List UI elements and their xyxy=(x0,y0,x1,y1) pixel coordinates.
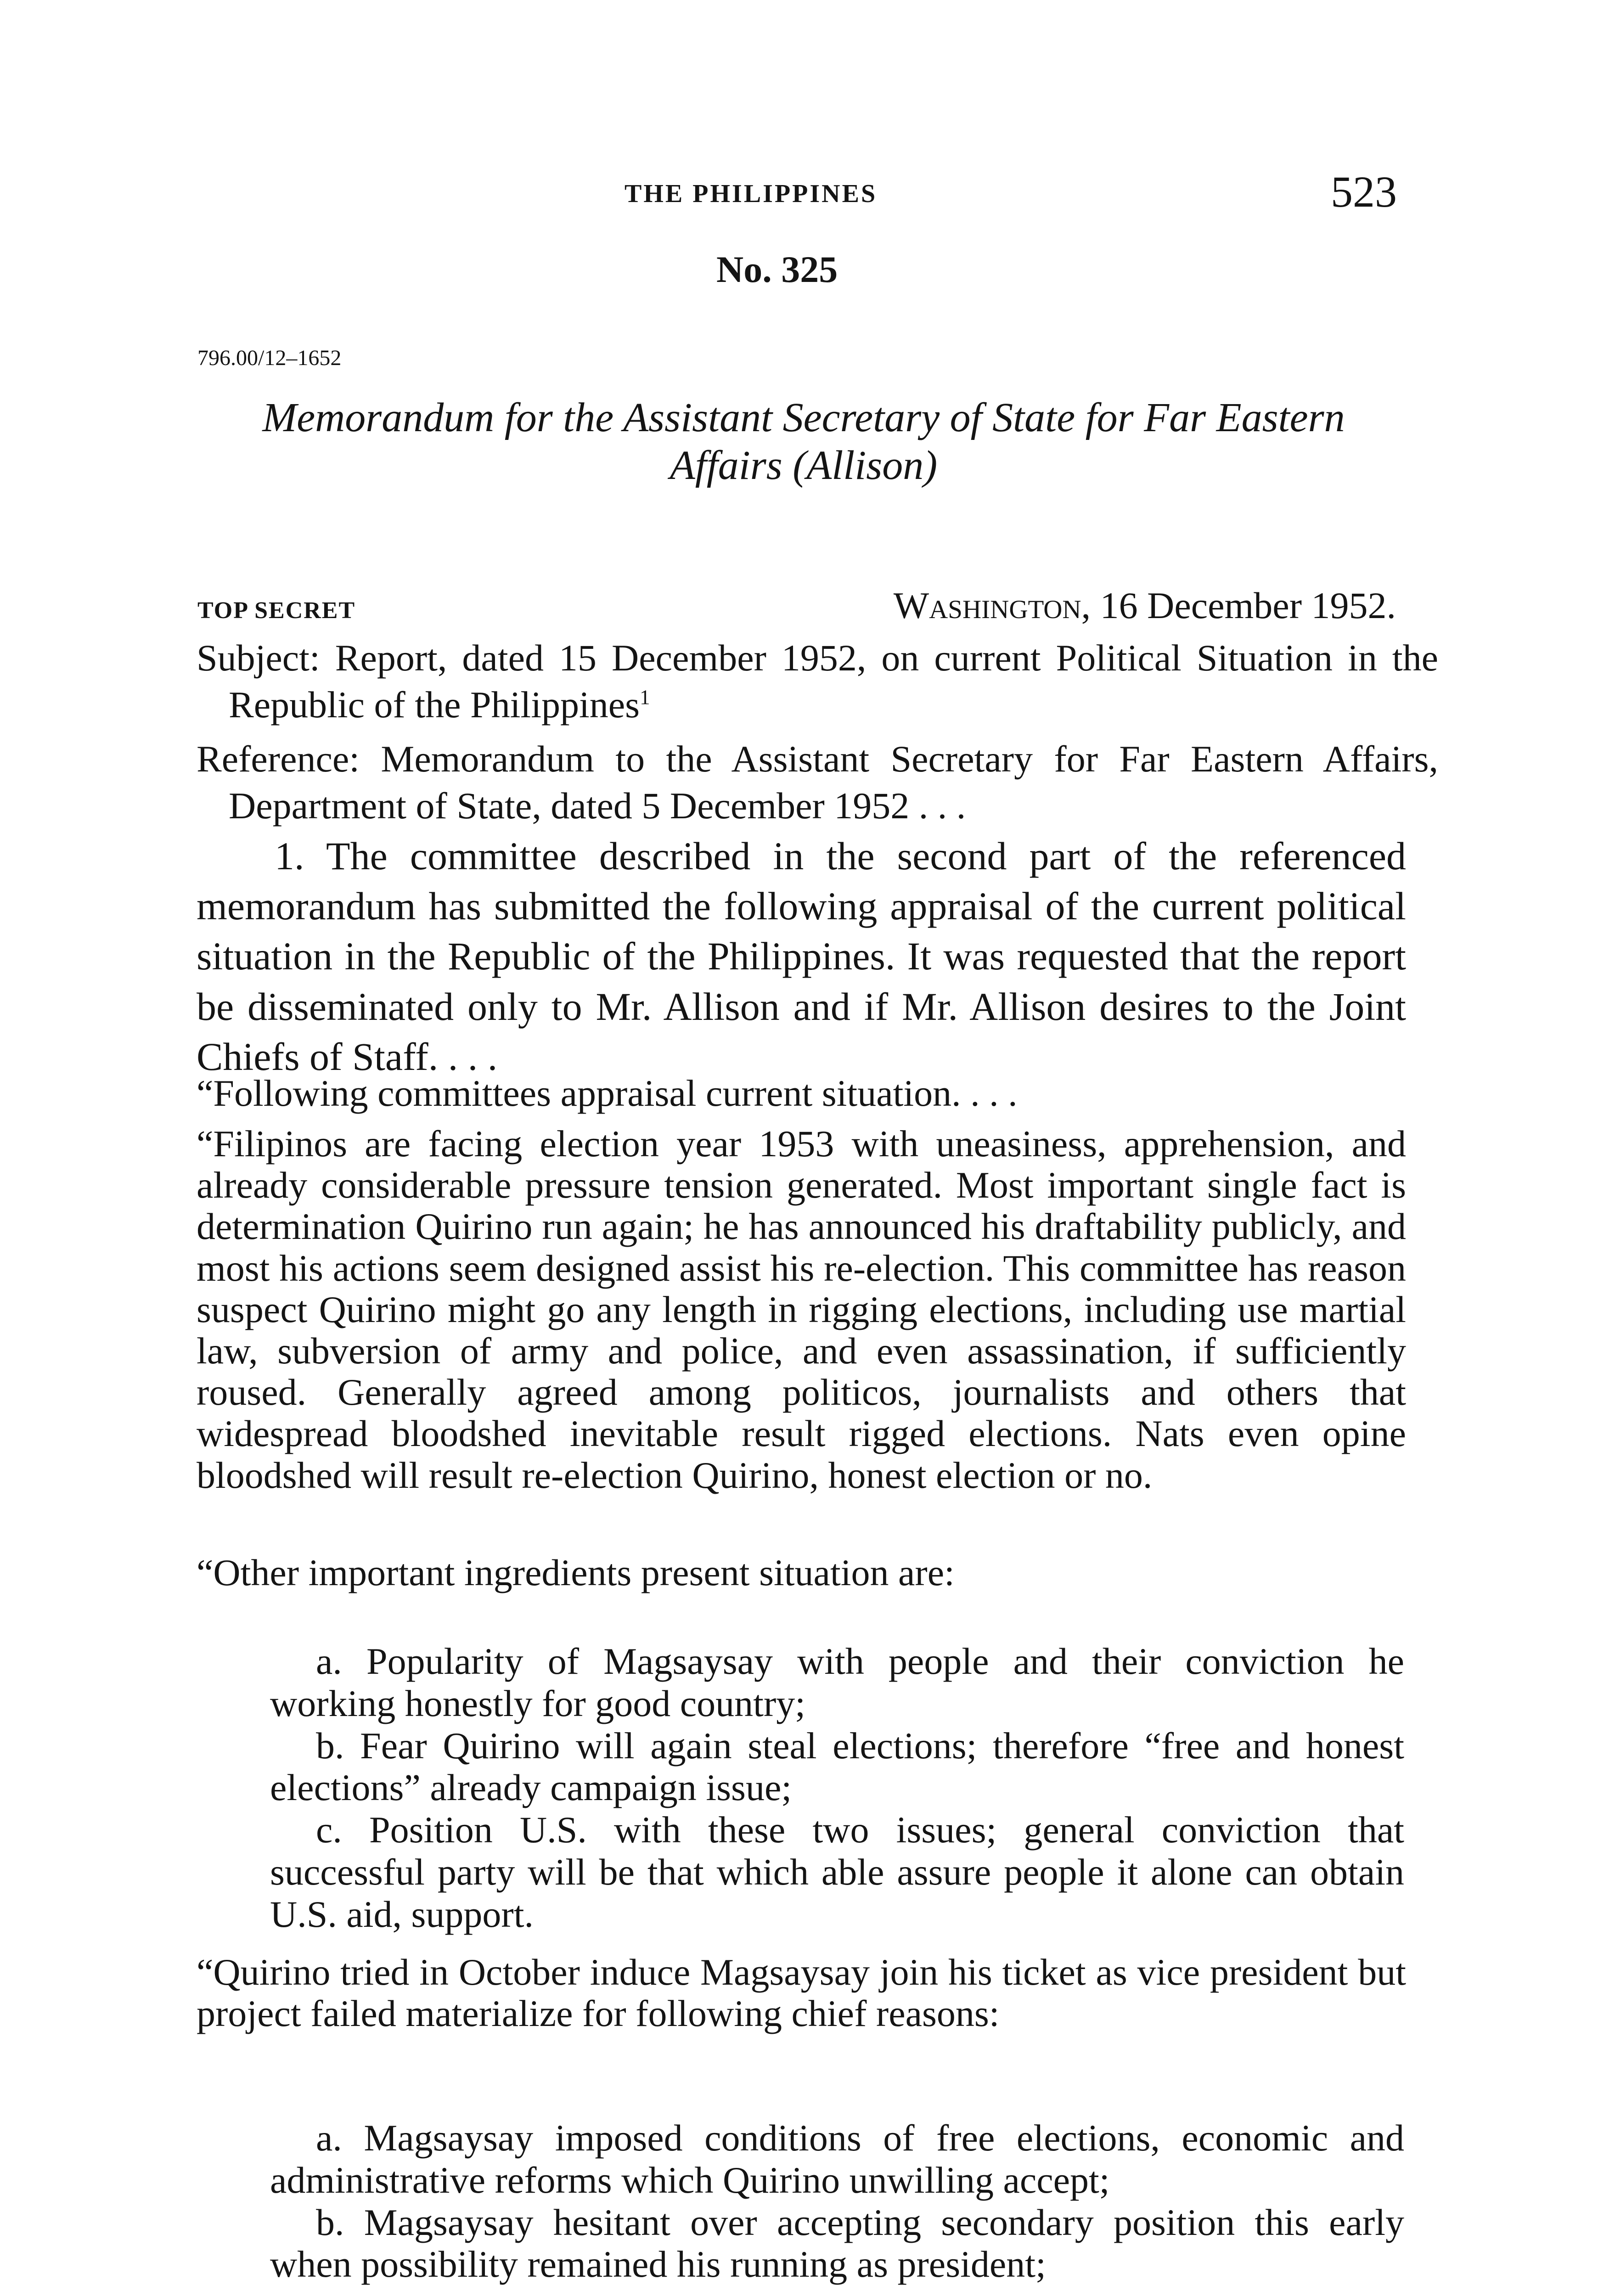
dateline xyxy=(894,584,1396,627)
list-item: b. Magsaysay hesitant over accepting secondary position this early when possibility remained his running as president; xyxy=(270,2201,1404,2285)
document-title-line1: Memorandum for the Assistant Secretary of State for Far Eastern xyxy=(262,395,1345,440)
paragraph-1-text: 1. The committee described in the second part of the referenced memorandum has submitted the following appraisal of the current political situation in the Republic of the Philippines. It was requested that the report be disseminated only to Mr. Allison and if Mr. Allison desires to the Joint Chiefs of Staff. . . . xyxy=(197,834,1406,1079)
ingredients-list xyxy=(270,1640,1404,1936)
quote-paragraph-4: “Quirino tried in October induce Magsaysay join his ticket as vice president but project failed materialize for following chief reasons: xyxy=(197,1951,1406,2035)
list-item: a. Popularity of Magsaysay with people and their conviction he working honestly for good country; xyxy=(270,1640,1404,1724)
subject-footnote-mark: 1 xyxy=(640,686,650,709)
running-head: THE PHILIPPINES xyxy=(625,180,878,208)
classification-marking: TOP SECRET xyxy=(197,597,356,624)
document-title-line2: Affairs (Allison) xyxy=(670,443,938,489)
file-reference: 796.00/12–1652 xyxy=(197,346,342,370)
quote-paragraph-2: “Filipinos are facing election year 1953 with uneasiness, apprehension, and already considerable pressure tension generated. Most important single fact is determination Quirino run again; he has announced his draftability publicly, and most his actions seem designed assist his re-election. This committee has reason suspect Quirino might go any length in rigging elections, including use martial law, subversion of army and police, and even assassination, if sufficiently roused. Generally agreed among politicos, journalists and others that widespread bloodshed inevitable result rigged elections. Nats even opine bloodshed will result re-election Quirino, honest election or no. xyxy=(197,1123,1406,1496)
document-title xyxy=(216,394,1391,490)
dateline-date: 16 December 1952. xyxy=(1100,585,1396,626)
list-item: c. Position U.S. with these two issues; general conviction that successful party will be that which able assure people it alone can obtain U.S. aid, support. xyxy=(270,1809,1404,1935)
quote-paragraph-3: “Other important ingredients present situation are: xyxy=(197,1552,955,1593)
subject-line xyxy=(197,635,1438,728)
list-item: b. Fear Quirino will again steal elections; therefore “free and honest elections” already campaign issue; xyxy=(270,1724,1404,1809)
paragraph-1 xyxy=(197,831,1406,1082)
subject-text: Subject: Report, dated 15 December 1952, on current Political Situation in the Republic of the Philippines xyxy=(197,637,1438,726)
dateline-place: Washington, xyxy=(893,585,1091,626)
reference-line xyxy=(197,736,1438,829)
page-number: 523 xyxy=(1331,167,1397,216)
reference-text: Reference: Memorandum to the Assistant Secretary for Far Eastern Affairs, Department of State, dated 5 December 1952 . . . xyxy=(197,738,1438,827)
list-item: a. Magsaysay imposed conditions of free elections, economic and administrative reforms which Quirino unwilling accept; xyxy=(270,2117,1404,2201)
quote-paragraph-1: “Following committees appraisal current situation. . . . xyxy=(197,1072,1018,1114)
reasons-list xyxy=(270,2117,1404,2285)
document-number: No. 325 xyxy=(716,248,838,290)
